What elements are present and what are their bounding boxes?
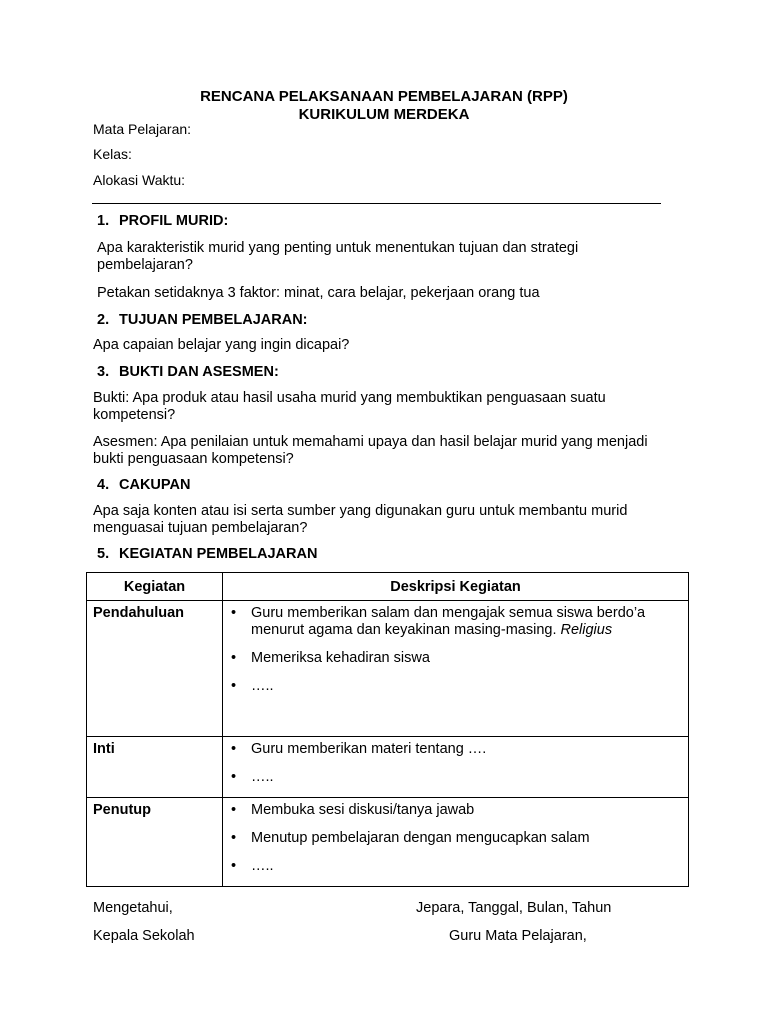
profil-question-1: Apa karakteristik murid yang penting untuk menentukan tujuan dan strategi pembelajaran? (97, 240, 579, 273)
kelas-label: Kelas: (93, 146, 132, 162)
description-cell (223, 798, 689, 887)
description-cell (223, 601, 689, 737)
document-subtitle: KURIKULUM MERDEKA (298, 106, 470, 123)
separator-line (92, 203, 661, 204)
section-heading-bukti-asesmen (97, 363, 279, 381)
section-number: 5. (97, 546, 110, 562)
section-heading-tujuan (97, 311, 308, 329)
list-item: • Menutup pembelajaran dengan mengucapkan salam (231, 830, 688, 847)
list-item (231, 605, 688, 639)
section-number: 3. (97, 364, 110, 380)
section-title: TUJUAN PEMBELAJARAN: (119, 312, 308, 328)
list-item: • Guru memberikan materi tentang …. (231, 741, 688, 758)
kegiatan-table (86, 572, 689, 887)
section-heading-kegiatan (97, 545, 317, 563)
description-cell (223, 737, 689, 798)
section-heading-profil-murid (97, 212, 228, 230)
mata-pelajaran-label: Mata Pelajaran: (93, 121, 192, 137)
list-item-text: Guru memberikan salam dan mengajak semua siswa berdo’a menurut agama dan keyakinan masing-masing. (251, 605, 646, 638)
section-number: 1. (97, 213, 110, 229)
list-item: • ….. (231, 678, 688, 695)
place-date-label: Jepara, Tanggal, Bulan, Tahun (416, 900, 612, 916)
list-item: • ….. (231, 858, 688, 875)
list-item: • Memeriksa kehadiran siswa (231, 650, 688, 667)
section-title: PROFIL MURID: (119, 213, 229, 229)
mengetahui-label: Mengetahui, (93, 900, 173, 916)
asesmen-paragraph: Asesmen: Apa penilaian untuk memahami upaya dan hasil belajar murid yang menjadi bukti penguasaan kompetensi? (93, 434, 648, 467)
section-number: 4. (97, 477, 110, 493)
document-title: RENCANA PELAKSANAAN PEMBELAJARAN (RPP) (200, 88, 568, 105)
guru-mata-pelajaran-label: Guru Mata Pelajaran, (449, 928, 587, 944)
list-item: • ….. (231, 769, 688, 786)
phase-pendahuluan: Pendahuluan (87, 601, 223, 737)
header-kegiatan: Kegiatan (87, 573, 223, 601)
table-row (87, 601, 689, 737)
tujuan-question: Apa capaian belajar yang ingin dicapai? (93, 337, 350, 353)
bukti-paragraph: Bukti: Apa produk atau hasil usaha murid yang membuktikan penguasaan suatu kompetensi? (93, 390, 606, 423)
profil-question-2: Petakan setidaknya 3 faktor: minat, cara belajar, pekerjaan orang tua (97, 285, 540, 301)
table-row (87, 737, 689, 798)
table-row (87, 798, 689, 887)
section-title: KEGIATAN PEMBELAJARAN (119, 546, 318, 562)
header-deskripsi: Deskripsi Kegiatan (223, 573, 689, 601)
section-title: CAKUPAN (119, 477, 191, 493)
alokasi-waktu-label: Alokasi Waktu: (93, 172, 186, 188)
phase-penutup: Penutup (87, 798, 223, 887)
section-heading-cakupan (97, 476, 190, 494)
italic-tag-religius: Religius (560, 622, 613, 638)
table-header-row (87, 573, 689, 601)
phase-inti: Inti (87, 737, 223, 798)
cakupan-question: Apa saja konten atau isi serta sumber yang digunakan guru untuk membantu murid menguasai tujuan pembelajaran? (93, 503, 628, 536)
section-number: 2. (97, 312, 110, 328)
kepala-sekolah-label: Kepala Sekolah (93, 928, 195, 944)
list-item: • Membuka sesi diskusi/tanya jawab (231, 802, 688, 819)
section-title: BUKTI DAN ASESMEN: (119, 364, 279, 380)
